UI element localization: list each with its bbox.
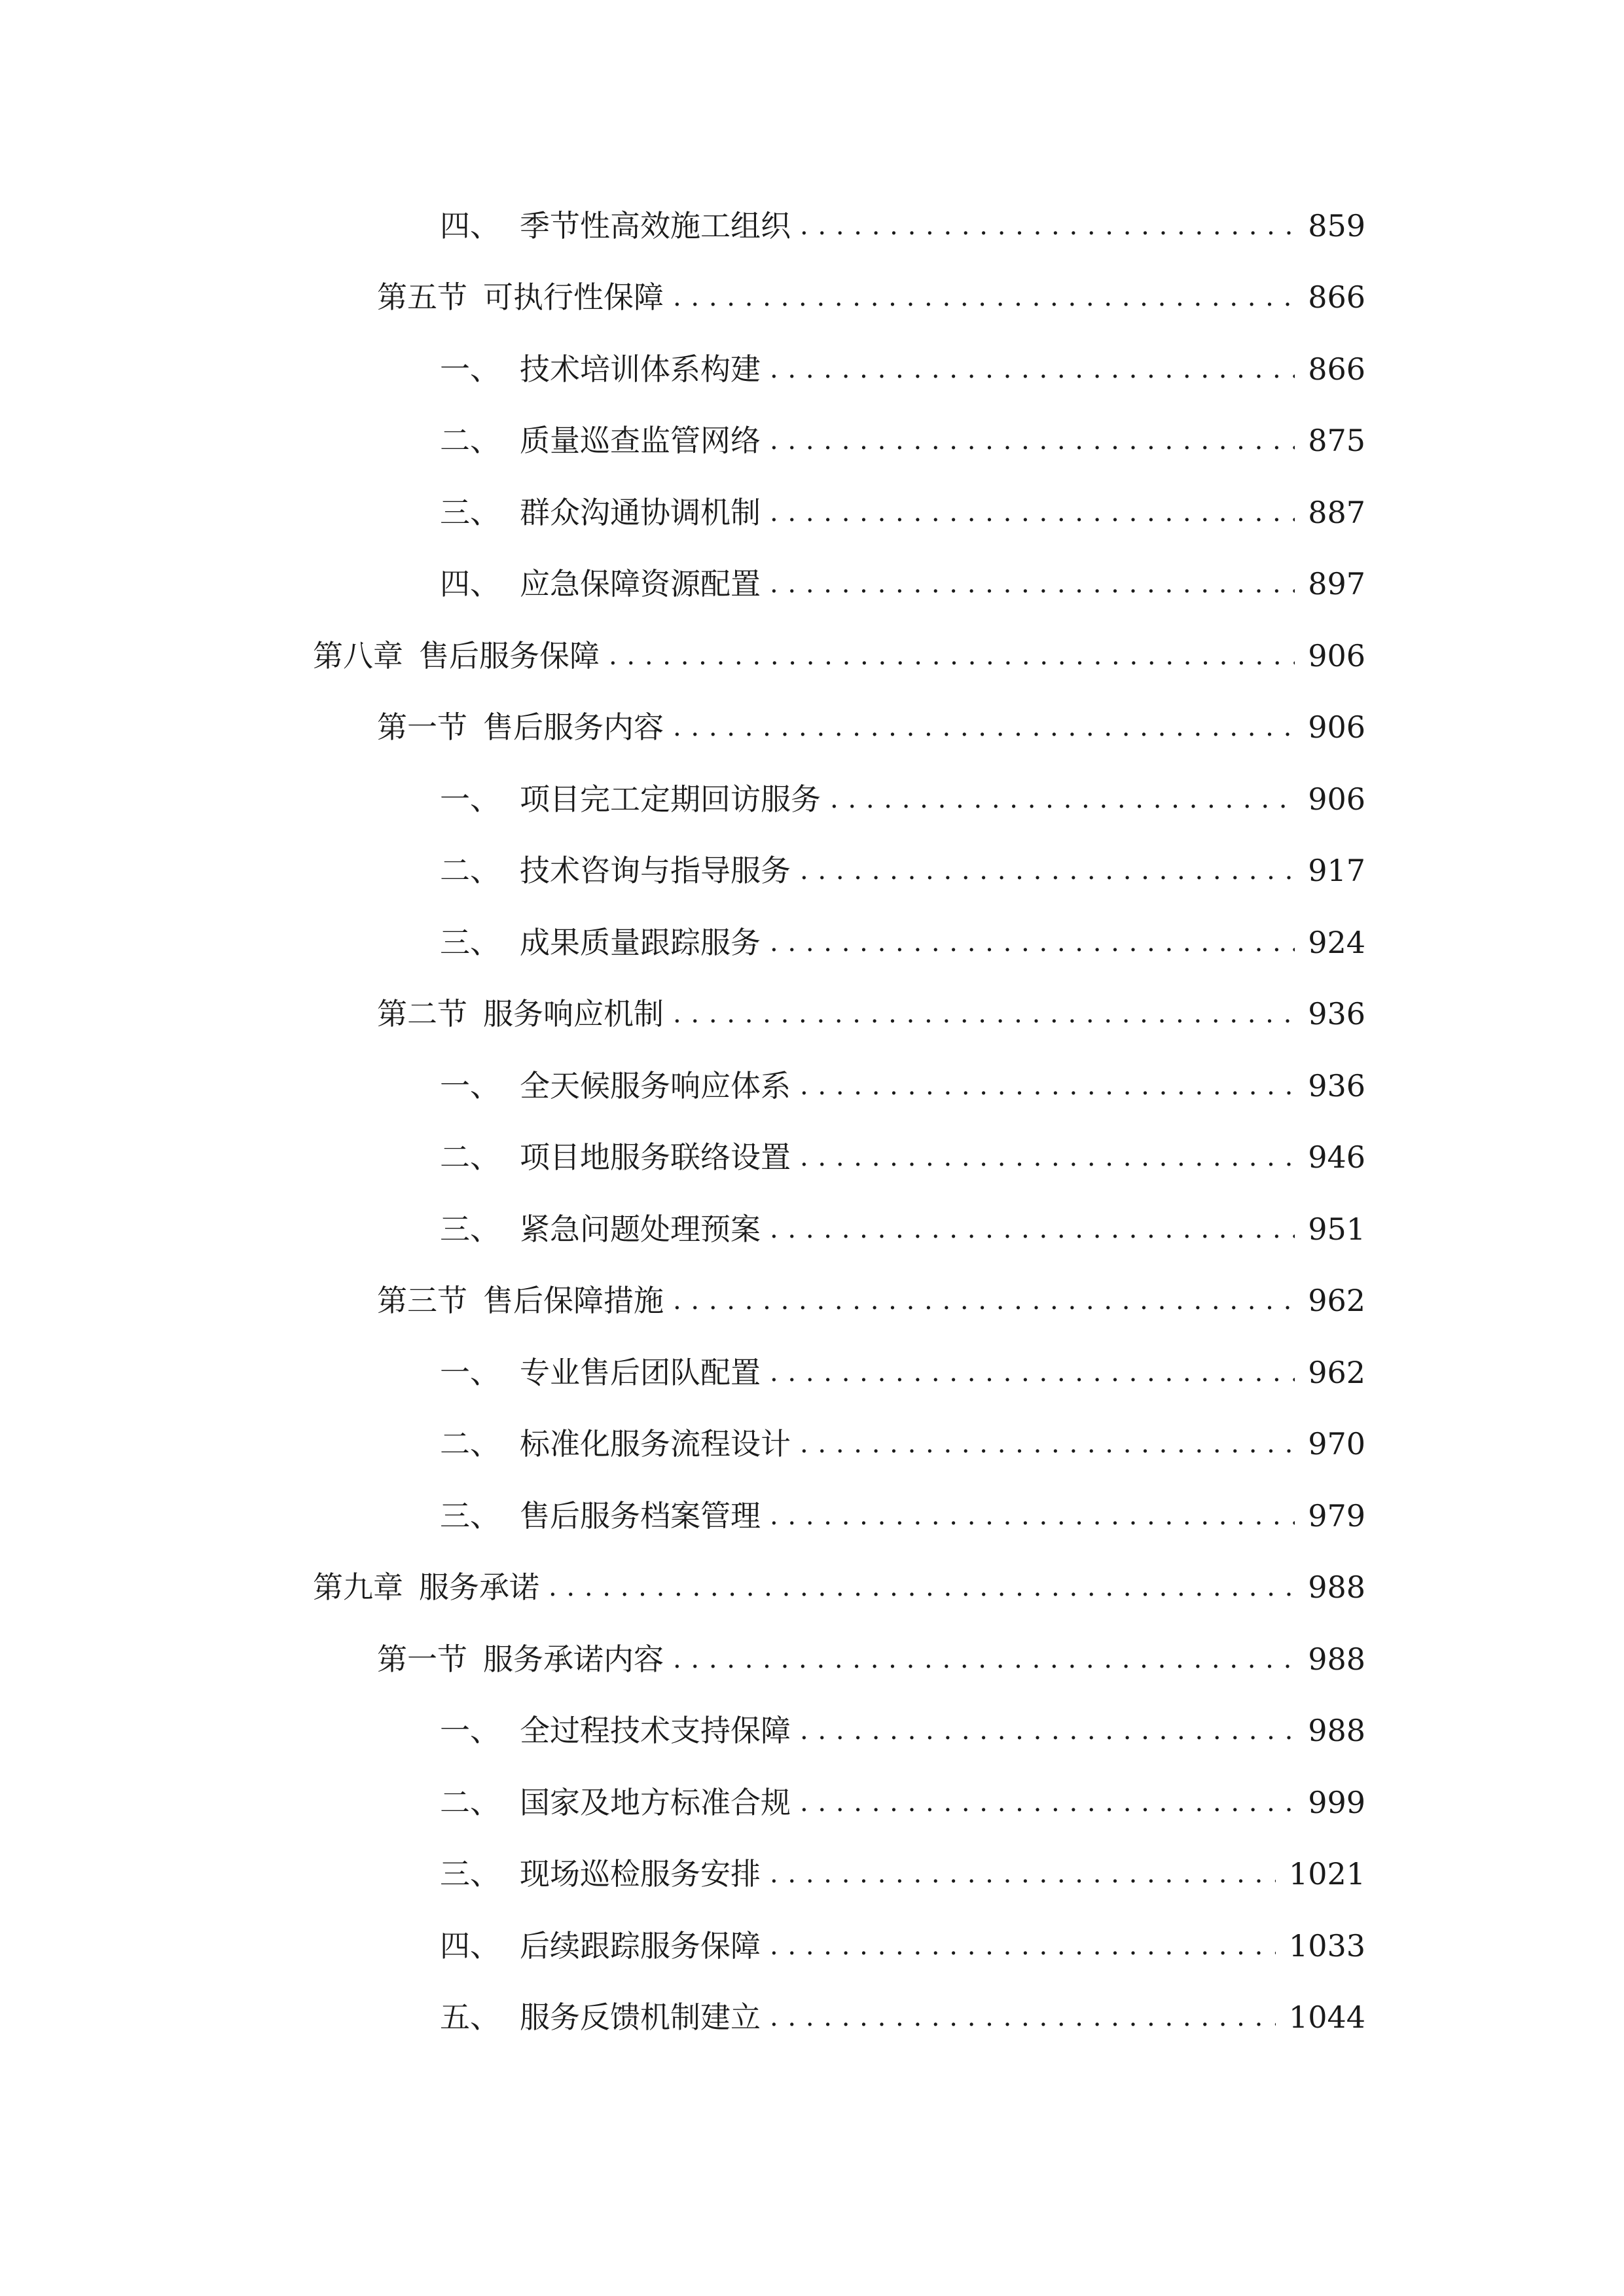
toc-entry-page: 859: [1308, 207, 1365, 243]
toc-entry[interactable]: [0, 548, 1624, 620]
toc-entry-page: 1033: [1288, 1928, 1365, 1964]
toc-entry-title: 成果质量跟踪服务: [520, 924, 761, 960]
toc-entry-title: 应急保障资源配置: [520, 566, 761, 602]
toc-dot-leader: [770, 571, 1295, 597]
toc-dot-leader: [800, 1789, 1295, 1816]
toc-dot-leader: [770, 929, 1295, 956]
toc-dot-leader: [609, 643, 1295, 669]
toc-entry-number: 三、: [440, 1211, 500, 1247]
toc-dot-leader: [770, 2004, 1276, 2030]
toc-entry-title: 售后服务档案管理: [520, 1498, 761, 1534]
toc-entry-page: 866: [1308, 351, 1365, 387]
toc-entry-number: 二、: [440, 853, 500, 889]
toc-entry-title: 全过程技术支持保障: [520, 1713, 791, 1749]
toc-entry-number: 三、: [440, 494, 500, 530]
toc-dot-leader: [800, 213, 1295, 239]
toc-dot-leader: [549, 1574, 1295, 1600]
toc-entry[interactable]: [0, 692, 1624, 764]
toc-dot-leader: [770, 1503, 1295, 1529]
toc-entry[interactable]: [0, 333, 1624, 405]
toc-entry-title: 标准化服务流程设计: [520, 1426, 791, 1462]
toc-entry-number: 第二节: [377, 996, 467, 1032]
toc-entry[interactable]: [0, 1695, 1624, 1767]
toc-entry-number: 二、: [440, 1784, 500, 1820]
toc-dot-leader: [673, 1287, 1295, 1314]
toc-entry-title: 全天候服务响应体系: [520, 1067, 791, 1103]
toc-entry[interactable]: [0, 1408, 1624, 1480]
toc-entry-number: 第八章: [313, 637, 403, 673]
toc-entry[interactable]: [0, 1265, 1624, 1337]
toc-dot-leader: [800, 857, 1295, 884]
toc-entry[interactable]: [0, 978, 1624, 1050]
toc-entry-number: 第一节: [377, 709, 467, 745]
toc-entry[interactable]: [0, 620, 1624, 692]
toc-entry-title: 服务响应机制: [483, 996, 664, 1032]
toc-entry-number: 四、: [440, 1928, 500, 1964]
toc-dot-leader: [770, 356, 1295, 382]
toc-entry-title: 服务承诺内容: [483, 1641, 664, 1677]
toc-entry-page: 1021: [1288, 1856, 1365, 1892]
toc-dot-leader: [770, 1933, 1276, 1959]
toc-entry-number: 第一节: [377, 1641, 467, 1677]
toc-entry-page: 906: [1308, 709, 1365, 745]
toc-entry-page: 936: [1308, 1067, 1365, 1103]
toc-entry-number: 一、: [440, 1067, 500, 1103]
toc-entry[interactable]: [0, 1767, 1624, 1839]
toc-entry-page: 1044: [1288, 2000, 1365, 2036]
toc-entry-title: 技术咨询与指导服务: [520, 853, 791, 889]
toc-entry-title: 质量巡查监管网络: [520, 423, 761, 459]
toc-entry-page: 988: [1308, 1713, 1365, 1749]
toc-entry-title: 后续跟踪服务保障: [520, 1928, 761, 1964]
toc-dot-leader: [673, 1646, 1295, 1672]
toc-dot-leader: [800, 1144, 1295, 1170]
toc-entry-number: 五、: [440, 2000, 500, 2036]
toc-entry-number: 四、: [440, 207, 500, 243]
toc-entry-page: 970: [1308, 1426, 1365, 1462]
toc-entry[interactable]: [0, 405, 1624, 477]
toc-entry-page: 979: [1308, 1498, 1365, 1534]
toc-entry[interactable]: [0, 262, 1624, 334]
toc-entry[interactable]: [0, 1122, 1624, 1194]
toc-entry-page: 962: [1308, 1283, 1365, 1319]
toc-entry-number: 二、: [440, 1426, 500, 1462]
toc-entry-title: 售后保障措施: [483, 1283, 664, 1319]
toc-entry-number: 一、: [440, 351, 500, 387]
toc-entry-number: 二、: [440, 423, 500, 459]
toc-entry[interactable]: [0, 835, 1624, 907]
toc-entry-number: 第三节: [377, 1283, 467, 1319]
toc-entry[interactable]: [0, 1480, 1624, 1552]
toc-dot-leader: [770, 1216, 1295, 1242]
toc-entry-title: 专业售后团队配置: [520, 1354, 761, 1390]
toc-dot-leader: [770, 427, 1295, 454]
toc-entry-number: 第九章: [313, 1570, 403, 1605]
toc-entry[interactable]: [0, 763, 1624, 835]
toc-entry-page: 951: [1308, 1211, 1365, 1247]
toc-entry-title: 现场巡检服务安排: [520, 1856, 761, 1892]
toc-entry-title: 紧急问题处理预案: [520, 1211, 761, 1247]
toc-entry-title: 项目完工定期回访服务: [520, 781, 821, 817]
toc-entry-page: 924: [1308, 924, 1365, 960]
toc-entry-title: 技术培训体系构建: [520, 351, 761, 387]
toc-dot-leader: [800, 1073, 1295, 1099]
toc-entry[interactable]: [0, 1336, 1624, 1408]
toc-entry-title: 群众沟通协调机制: [520, 494, 761, 530]
toc-entry-number: 三、: [440, 1498, 500, 1534]
toc-entry[interactable]: [0, 476, 1624, 548]
toc-entry-page: 897: [1308, 566, 1365, 602]
toc-entry-page: 936: [1308, 996, 1365, 1032]
toc-entry-title: 国家及地方标准合规: [520, 1784, 791, 1820]
toc-entry-number: 二、: [440, 1139, 500, 1175]
toc-entry[interactable]: [0, 1552, 1624, 1624]
toc-entry-number: 三、: [440, 924, 500, 960]
toc-entry-number: 一、: [440, 1354, 500, 1390]
toc-entry[interactable]: [0, 1839, 1624, 1910]
toc-entry[interactable]: [0, 1193, 1624, 1265]
toc-entry-page: 875: [1308, 423, 1365, 459]
toc-entry[interactable]: [0, 190, 1624, 262]
toc-dot-leader: [800, 1717, 1295, 1744]
toc-entry-page: 866: [1308, 279, 1365, 315]
toc-entry-page: 946: [1308, 1139, 1365, 1175]
toc-entry[interactable]: [0, 1910, 1624, 1982]
toc-entry-title: 服务反馈机制建立: [520, 2000, 761, 2036]
toc-entry-page: 887: [1308, 494, 1365, 530]
toc-dot-leader: [673, 1001, 1295, 1027]
toc-entry[interactable]: [0, 1623, 1624, 1695]
toc-entry[interactable]: [0, 1982, 1624, 2054]
toc-entry-number: 一、: [440, 781, 500, 817]
toc-entry-title: 季节性高效施工组织: [520, 207, 791, 243]
toc-dot-leader: [770, 1359, 1295, 1386]
toc-dot-leader: [800, 1431, 1295, 1457]
toc-dot-leader: [830, 786, 1295, 812]
toc-entry-number: 第五节: [377, 279, 467, 315]
toc-entry-number: 四、: [440, 566, 500, 602]
toc-entry[interactable]: [0, 1050, 1624, 1122]
toc-entry-page: 906: [1308, 781, 1365, 817]
toc-entry-title: 服务承诺: [419, 1570, 539, 1605]
toc-dot-leader: [673, 284, 1295, 310]
table-of-contents: [0, 190, 1624, 2053]
toc-entry-title: 售后服务保障: [419, 637, 600, 673]
toc-entry-title: 售后服务内容: [483, 709, 664, 745]
toc-entry-page: 988: [1308, 1641, 1365, 1677]
toc-entry-title: 可执行性保障: [483, 279, 664, 315]
toc-dot-leader: [770, 1861, 1276, 1887]
toc-entry[interactable]: [0, 906, 1624, 978]
toc-entry-number: 一、: [440, 1713, 500, 1749]
toc-entry-page: 962: [1308, 1354, 1365, 1390]
toc-dot-leader: [770, 499, 1295, 526]
toc-entry-page: 906: [1308, 637, 1365, 673]
toc-entry-page: 917: [1308, 853, 1365, 889]
toc-entry-page: 988: [1308, 1570, 1365, 1605]
toc-entry-title: 项目地服务联络设置: [520, 1139, 791, 1175]
toc-dot-leader: [673, 714, 1295, 740]
toc-entry-number: 三、: [440, 1856, 500, 1892]
toc-entry-page: 999: [1308, 1784, 1365, 1820]
